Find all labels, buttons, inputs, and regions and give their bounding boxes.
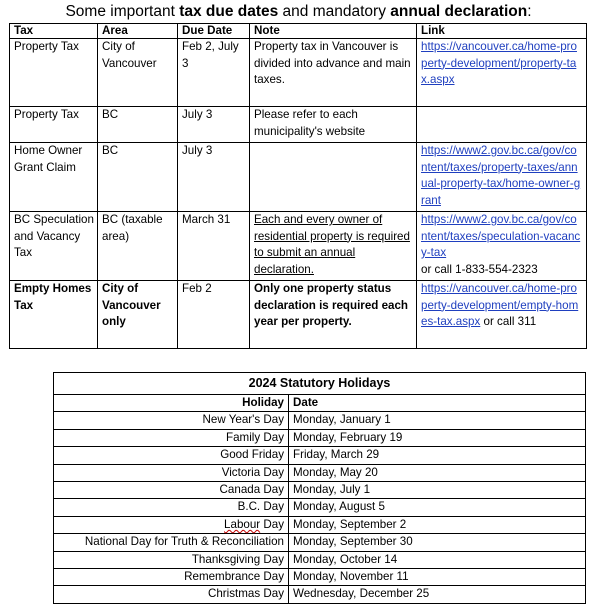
tax-table-header-row: [10, 24, 587, 39]
property-tax-vancouver-link[interactable]: https://vancouver.ca/home-property-development/property-tax.aspx: [421, 40, 577, 86]
holiday-name: [54, 551, 289, 568]
header-link: Link: [417, 24, 587, 39]
holiday-label: Labour Day: [224, 517, 284, 531]
tax-cell: Empty Homes Tax: [10, 281, 98, 349]
holiday-name: [54, 412, 289, 429]
header-due-date: Due Date: [178, 24, 250, 39]
note-cell: Please refer to each municipality's website: [250, 107, 417, 143]
holiday-date: Monday, February 19: [289, 429, 586, 446]
note-cell: Property tax in Vancouver is divided into advance and main taxes.: [250, 39, 417, 107]
header-holiday: Holiday: [54, 395, 289, 412]
tax-cell: BC Speculation and Vacancy Tax: [10, 212, 98, 281]
holiday-date: Monday, September 30: [289, 534, 586, 551]
area-cell: BC (taxable area): [98, 212, 178, 281]
holiday-label: B.C. Day: [237, 500, 284, 514]
holiday-date: Monday, August 5: [289, 499, 586, 516]
holiday-date: Friday, March 29: [289, 447, 586, 464]
table-row: [54, 482, 586, 499]
holiday-date: Monday, May 20: [289, 464, 586, 481]
table-row: [10, 107, 587, 143]
header-area: Area: [98, 24, 178, 39]
holidays-body: [54, 412, 586, 603]
table-row: [54, 586, 586, 603]
holiday-name: [54, 586, 289, 603]
holiday-label: National Day for Truth & Reconciliation: [84, 535, 284, 549]
holiday-date: Monday, November 11: [289, 569, 586, 586]
holiday-label: Family Day: [226, 430, 284, 444]
header-tax: Tax: [10, 24, 98, 39]
area-cell: City of Vancouver: [98, 39, 178, 107]
holiday-date: Monday, July 1: [289, 482, 586, 499]
table-row: [54, 516, 586, 533]
statutory-holidays-table: [53, 372, 586, 604]
link-cell: [417, 143, 587, 212]
link-cell: [417, 39, 587, 107]
phone-text: or call 311: [483, 315, 537, 328]
empty-homes-tax-link[interactable]: https://vancouver.ca/home-property-development/empty-homes-tax.aspx: [421, 282, 579, 328]
area-cell: BC: [98, 107, 178, 143]
tax-cell: Home Owner Grant Claim: [10, 143, 98, 212]
page-title: [0, 2, 597, 22]
holiday-label: Christmas Day: [207, 587, 284, 601]
holiday-date: Monday, January 1: [289, 412, 586, 429]
holiday-name: [54, 499, 289, 516]
due-cell: Feb 2, July 3: [178, 39, 250, 107]
holiday-name: [54, 516, 289, 533]
table-row: [54, 534, 586, 551]
due-cell: March 31: [178, 212, 250, 281]
table-row: [54, 551, 586, 568]
holiday-date: Monday, September 2: [289, 516, 586, 533]
note-cell: [250, 143, 417, 212]
tax-cell: Property Tax: [10, 107, 98, 143]
holiday-name: [54, 429, 289, 446]
holiday-name: [54, 464, 289, 481]
holiday-label: Victoria Day: [221, 465, 284, 479]
holiday-name: [54, 482, 289, 499]
holiday-name: [54, 534, 289, 551]
holiday-date: Wednesday, December 25: [289, 586, 586, 603]
due-cell: Feb 2: [178, 281, 250, 349]
holiday-label: New Year's Day: [202, 413, 284, 427]
table-row: [10, 143, 587, 212]
due-cell: July 3: [178, 107, 250, 143]
table-row: [54, 447, 586, 464]
holiday-label: Good Friday: [220, 448, 284, 462]
title-bold-annual-declaration: annual declaration: [390, 3, 528, 20]
table-row: [54, 464, 586, 481]
area-cell: City of Vancouver only: [98, 281, 178, 349]
tax-due-dates-table: [9, 23, 587, 349]
table-row: [10, 281, 587, 349]
phone-text: or call 1-833-554-2323: [421, 262, 538, 276]
note-cell: [250, 212, 417, 281]
link-cell: [417, 281, 587, 349]
table-row: [54, 429, 586, 446]
table-row: [10, 39, 587, 107]
holiday-name: [54, 447, 289, 464]
table-row: [10, 212, 587, 281]
holiday-label: Remembrance Day: [184, 570, 284, 584]
due-cell: July 3: [178, 143, 250, 212]
table-row: [54, 412, 586, 429]
tax-cell: Property Tax: [10, 39, 98, 107]
note-cell: Only one property status declaration is required each year per property.: [250, 281, 417, 349]
holiday-label: Canada Day: [219, 483, 284, 497]
header-date: Date: [289, 395, 586, 412]
link-cell: [417, 107, 587, 143]
holiday-date: Monday, October 14: [289, 551, 586, 568]
title-middle: and mandatory: [278, 3, 391, 20]
holiday-label: Thanksgiving Day: [191, 552, 284, 566]
link-cell: [417, 212, 587, 281]
area-cell: BC: [98, 143, 178, 212]
title-suffix: :: [527, 3, 532, 20]
header-note: Note: [250, 24, 417, 39]
table-row: [54, 499, 586, 516]
speculation-vacancy-tax-link[interactable]: https://www2.gov.bc.ca/gov/content/taxes/speculation-vacancy-tax: [421, 213, 581, 259]
home-owner-grant-link[interactable]: https://www2.gov.bc.ca/gov/content/taxes/property-taxes/annual-property-tax/home-owner-grant: [421, 144, 581, 207]
holiday-name: [54, 569, 289, 586]
title-prefix: Some important: [65, 3, 180, 20]
title-bold-due-dates: tax due dates: [179, 3, 279, 20]
table-row: [54, 569, 586, 586]
holidays-title: 2024 Statutory Holidays: [54, 373, 586, 395]
note-underlined: Each and every owner of residential property is required to submit an annual declaration.: [254, 213, 410, 276]
holidays-header-row: [54, 395, 586, 412]
